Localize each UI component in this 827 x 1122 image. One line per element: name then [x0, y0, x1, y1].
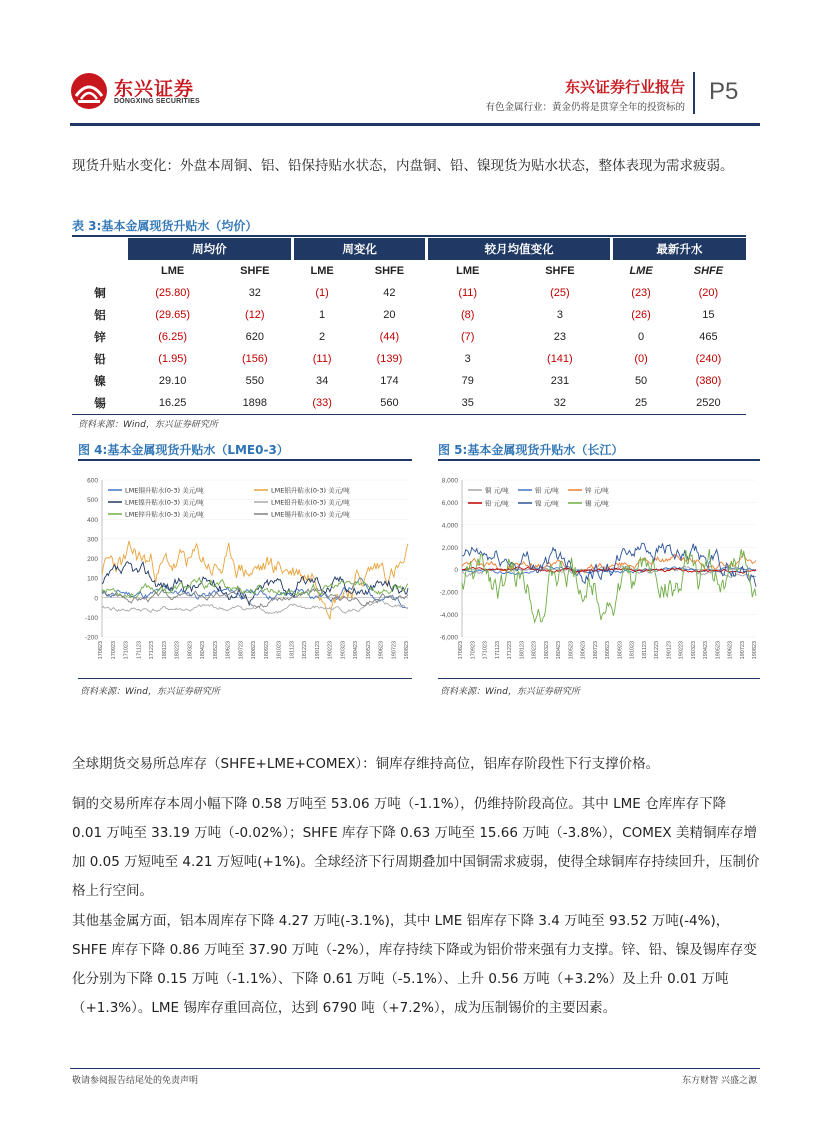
x-tick-label: 190423 [703, 641, 709, 660]
x-tick-label: 180723 [592, 641, 599, 660]
table-top-rule [72, 235, 746, 237]
legend-label: LME铅升贴水(0-3) 美元/吨 [271, 498, 350, 507]
column-header: LME [456, 265, 480, 277]
figure4-line-chart [78, 470, 412, 676]
table-title: 表 3:基本金属现货升贴水（均价） [72, 219, 258, 233]
table-cell: 32 [248, 287, 261, 299]
table-cell: 3 [464, 353, 471, 365]
x-tick-label: 171023 [482, 641, 489, 660]
inventory-heading: 全球期货交易所总库存（SHFE+LME+COMEX）：铜库存维持高位，铝库存阶段性下行支撑价格。 [72, 756, 660, 772]
table-cell: 2520 [671, 392, 746, 414]
footer-disclaimer: 敬请参阅报告结尾处的免责声明 [72, 1076, 199, 1086]
logo-mark-icon [70, 72, 108, 110]
figure5-title: 图 5:基本金属现货升贴水（长江） [438, 443, 624, 457]
group-header: 较月均值变化 [427, 238, 611, 260]
x-tick-label: 170923 [470, 641, 477, 660]
metal-label: 镍 [94, 376, 106, 388]
table-cell: 50 [634, 375, 648, 387]
x-tick-label: 180223 [531, 641, 538, 660]
column-header: LME [310, 265, 334, 277]
figure5-source: 资料来源：Wind，东兴证券研究所 [440, 687, 580, 697]
figure4-rule [78, 459, 412, 461]
report-type-title: 东兴证券行业报告 [564, 78, 685, 96]
x-tick-label: 190823 [404, 641, 410, 660]
legend-label: LME铝升贴水(0-3) 美元/吨 [271, 486, 350, 495]
x-tick-label: 180823 [605, 641, 611, 660]
legend-label: 铝 元/吨 [535, 486, 559, 495]
x-tick-label: 190323 [690, 641, 697, 660]
table-row [72, 370, 746, 392]
y-tick-label: 8,000 [441, 477, 458, 485]
legend-label: 锌 元/吨 [585, 486, 609, 495]
y-tick-label: -200 [84, 634, 98, 642]
figure4-source: 资料来源：Wind，东兴证券研究所 [80, 687, 220, 697]
other-metals-paragraph: 其他基金属方面，铝本周库存下降 4.27 万吨(-3.1%)，其中 LME 铝库存下降 3.4 万吨至 93.52 万吨(-4%)，SHFE 库存下降 0.86 万吨至 37.90 万吨（-2%），库存持续下降或为铝价带来强有力支撑。锌、铅、镍及锡库存变化分别为下降 0.15 万吨（-1.1%）、下降 0.61 万吨（-5.1%）、上升 0.56 万吨（+3.2%）及上升 0.01 万吨（+1.3%）。LME 锡库存重回高位，达到 6790 吨（+7.2%），成为压制锡价的主要因素。 [72, 913, 757, 1016]
x-tick-label: 181023 [276, 641, 283, 660]
x-tick-label: 180223 [174, 641, 181, 660]
x-tick-label: 181123 [289, 641, 296, 659]
column-header: SHFE [545, 265, 575, 277]
x-tick-label: 190123 [314, 641, 321, 660]
legend-label: LME镍升贴水(0-3) 美元/吨 [125, 498, 204, 507]
metal-label: 铜 [94, 288, 106, 300]
x-tick-label: 190223 [327, 641, 334, 660]
x-tick-label: 181123 [641, 641, 648, 659]
table-cell: 465 [699, 331, 718, 343]
y-tick-label: -6,000 [439, 634, 458, 642]
x-tick-label: 181223 [654, 641, 660, 660]
table-cell: 15 [702, 309, 715, 321]
table-group-header-row [72, 238, 746, 260]
column-header: LME [629, 265, 653, 277]
table-cell: (25) [550, 287, 570, 299]
table-cell: 23 [553, 331, 566, 343]
column-header: SHFE [374, 265, 405, 277]
copper-inventory-paragraph: 铜的交易所库存本周小幅下降 0.58 万吨至 53.06 万吨（-1.1%），仍维持阶段高位。其中 LME 仓库库存下降 0.01 万吨至 33.19 万吨（-0.02%）；SHFE 库存下降 0.63 万吨至 15.66 万吨（-3.8%），COMEX 美精铜库存增加 0.05 万短吨至 4.21 万短吨(+1%)。全球经济下行周期叠加中国铜需求疲弱，使得全球铜库存持续回升，压制价格上行空间。 [72, 796, 760, 899]
table-cell: (11) [458, 287, 478, 299]
figure4-bottom-rule [78, 678, 412, 679]
table-cell: 20 [383, 309, 396, 321]
x-tick-label: 180923 [263, 641, 270, 660]
table-cell: (1) [315, 287, 329, 299]
table-cell: 34 [315, 375, 329, 387]
y-tick-label: 400 [87, 516, 98, 524]
legend-label: LME锌升贴水(0-3) 美元/吨 [125, 510, 204, 519]
legend-label: 锡 元/吨 [585, 499, 609, 508]
column-header: LME [161, 265, 185, 277]
table-source: 资料来源：Wind，东兴证券研究所 [78, 420, 218, 430]
table-cell: (141) [547, 353, 573, 365]
legend-label: LME锡升贴水(0-3) 美元/吨 [271, 510, 350, 519]
table-cell: (33) [292, 392, 351, 414]
intro-paragraph: 现货升贴水变化：外盘本周铜、铝、铅保持贴水状态，内盘铜、铅、镍现货为贴水状态，整体表现为需求疲弱。 [72, 158, 734, 174]
table-cell: (240) [695, 353, 722, 365]
x-tick-label: 180323 [187, 641, 194, 660]
group-header: 最新升水 [611, 238, 746, 260]
table-row [72, 282, 746, 304]
group-header: 周变化 [292, 238, 427, 260]
table-cell: 560 [352, 392, 427, 414]
table-row [72, 304, 746, 326]
table-cell: (26) [631, 309, 651, 321]
y-tick-label: 0 [454, 567, 458, 575]
x-tick-label: 180323 [543, 641, 550, 660]
table-cell: 42 [383, 287, 396, 299]
x-tick-label: 180423 [556, 641, 562, 660]
y-tick-label: 6,000 [441, 499, 458, 507]
table-corner [72, 260, 128, 282]
x-tick-label: 190623 [727, 641, 734, 660]
x-tick-label: 180523 [212, 641, 219, 660]
table-cell: (44) [379, 331, 400, 343]
table-cell: 231 [550, 375, 570, 387]
metal-label: 锌 [94, 332, 106, 344]
table-cell: (1.95) [158, 353, 187, 365]
figure4-title: 图 4:基本金属现货升贴水（LME0-3） [78, 443, 289, 457]
logo-english-name: DONGXING SECURITIES [114, 98, 200, 105]
y-tick-label: -2,000 [439, 589, 458, 597]
table-cell: 3 [556, 309, 563, 321]
table-cell: 32 [508, 392, 611, 414]
spread-table [72, 238, 746, 415]
company-logo [70, 72, 200, 112]
legend-label: 铅 元/吨 [485, 499, 509, 508]
table-cell: (25.80) [155, 287, 191, 299]
y-tick-label: 100 [87, 575, 98, 583]
x-tick-label: 171223 [149, 641, 155, 660]
table-row [72, 326, 746, 348]
series-line [462, 543, 756, 587]
footer-slogan: 东方财智 兴盛之源 [682, 1076, 757, 1086]
table-cell: 550 [245, 375, 264, 387]
figure5-line-chart [438, 470, 760, 676]
y-tick-label: -100 [84, 614, 98, 622]
footer-rule [70, 1068, 760, 1069]
table-cell: 174 [380, 375, 399, 387]
table-cell: (139) [376, 353, 403, 365]
table-cell: 1898 [217, 392, 292, 414]
x-tick-label: 171123 [136, 641, 143, 659]
table-cell: (7) [460, 331, 475, 343]
x-tick-label: 190323 [340, 641, 347, 660]
table-cell: 25 [611, 392, 670, 414]
x-tick-label: 190723 [391, 641, 398, 660]
table-cell: (156) [241, 353, 268, 365]
table-cell: (6.25) [158, 331, 187, 343]
header-divider [693, 72, 695, 114]
table-subheader-row [72, 260, 746, 282]
y-tick-label: 300 [87, 536, 98, 544]
x-tick-label: 171023 [123, 641, 130, 660]
legend-label: LME铜升贴水(0-3) 美元/吨 [125, 486, 204, 495]
x-tick-label: 190523 [715, 641, 722, 660]
x-tick-label: 170823 [458, 641, 464, 660]
figure5-bottom-rule [438, 678, 760, 679]
metal-label: 铝 [94, 310, 106, 322]
table-cell: (29.65) [155, 309, 191, 321]
table-cell: 79 [461, 375, 474, 387]
table-cell: (0) [634, 353, 648, 365]
table-cell: 620 [245, 331, 264, 343]
table-cell: 1 [319, 309, 326, 321]
column-header: SHFE [693, 265, 724, 277]
x-tick-label: 190723 [739, 641, 746, 660]
series-line [102, 578, 408, 598]
x-tick-label: 180123 [161, 641, 168, 660]
x-tick-label: 181223 [302, 641, 308, 660]
x-tick-label: 180823 [251, 641, 257, 660]
metal-label: 锡 [72, 392, 128, 414]
table-cell: (11) [312, 353, 332, 365]
x-tick-label: 171223 [507, 641, 513, 660]
x-tick-label: 181023 [629, 641, 636, 660]
table-cell: (380) [695, 375, 722, 387]
figure5-rule [438, 459, 760, 461]
y-tick-label: 2,000 [441, 544, 458, 552]
x-tick-label: 180523 [568, 641, 575, 660]
x-tick-label: 190423 [353, 641, 359, 660]
x-tick-label: 190223 [678, 641, 685, 660]
x-tick-label: 180923 [617, 641, 624, 660]
table-cell: 2 [319, 331, 326, 343]
table-cell: (12) [245, 309, 265, 321]
y-tick-label: 0 [94, 595, 98, 603]
table-row [72, 348, 746, 370]
metal-label: 铅 [94, 354, 106, 366]
x-tick-label: 171123 [494, 641, 501, 659]
logo-chinese-name: 东兴证券 [114, 78, 195, 100]
table-cell: (20) [698, 287, 719, 299]
legend-label: 铜 元/吨 [485, 486, 509, 495]
page-number: P5 [709, 78, 739, 105]
table-cell: (8) [460, 309, 475, 321]
x-tick-label: 180623 [580, 641, 587, 660]
x-tick-label: 170823 [98, 641, 104, 660]
legend-label: 镍 元/吨 [535, 499, 559, 508]
table-cell: 16.25 [128, 392, 217, 414]
group-header: 周均价 [128, 238, 292, 260]
table-cell: 29.10 [158, 375, 187, 387]
x-tick-label: 190123 [666, 641, 673, 660]
x-tick-label: 180623 [225, 641, 232, 660]
x-tick-label: 180123 [519, 641, 526, 660]
table-cell: 0 [638, 331, 645, 343]
y-tick-label: 600 [87, 477, 98, 485]
y-tick-label: 4,000 [441, 522, 458, 530]
table-row [72, 392, 746, 414]
x-tick-label: 190623 [378, 641, 385, 660]
x-tick-label: 180723 [238, 641, 245, 660]
y-tick-label: -4,000 [439, 612, 458, 620]
report-subtitle: 有色金属行业：黄金仍将是贯穿全年的投资标的 [485, 102, 685, 113]
y-tick-label: 200 [87, 556, 98, 563]
y-tick-label: 500 [87, 497, 98, 505]
x-tick-label: 180423 [200, 641, 206, 660]
table-cell: 35 [427, 392, 508, 414]
table-cell: (23) [631, 287, 651, 299]
column-header: SHFE [240, 265, 270, 277]
table-corner [72, 238, 128, 260]
x-tick-label: 170923 [110, 641, 117, 660]
x-tick-label: 190823 [752, 641, 758, 660]
header-rule [70, 123, 760, 126]
x-tick-label: 190523 [365, 641, 372, 660]
